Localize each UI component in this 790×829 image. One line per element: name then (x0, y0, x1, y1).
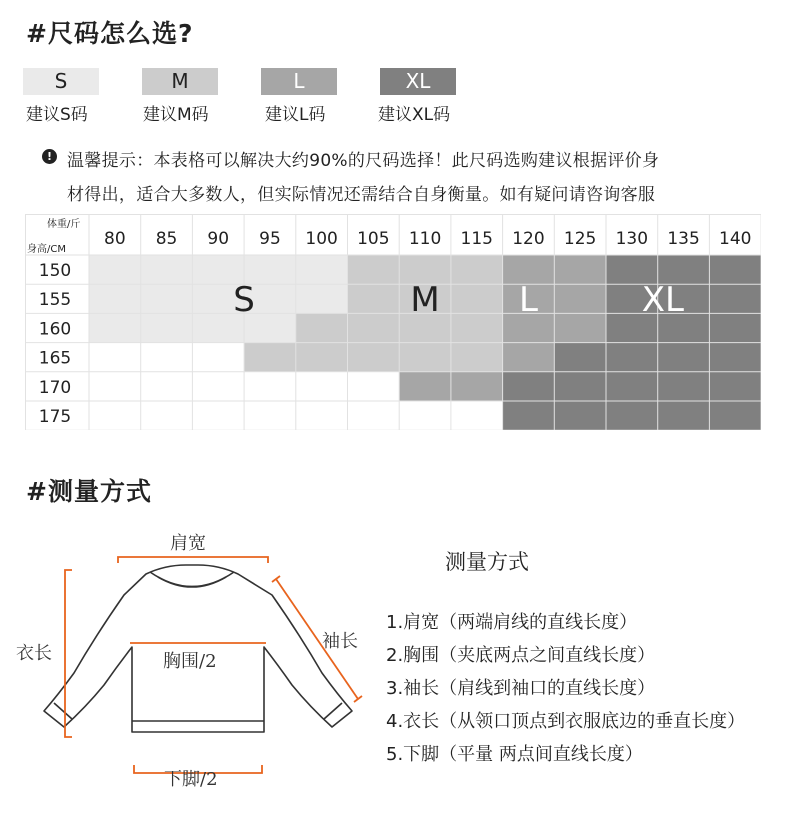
table-cell (554, 372, 606, 402)
shoulder-label: 肩宽 (170, 533, 206, 554)
table-cell (141, 401, 193, 430)
table-cell (296, 284, 348, 314)
table-cell (709, 313, 761, 343)
table-cell (503, 401, 555, 430)
swatch-label: M (171, 69, 189, 93)
table-cell (399, 343, 451, 373)
table-cell (399, 401, 451, 430)
table-cell (89, 372, 141, 402)
weight-header: 120 (512, 229, 545, 249)
size-region-label: M (410, 279, 440, 320)
table-cell (554, 284, 606, 314)
sweater-measurement-diagram (10, 525, 380, 795)
table-cell (141, 284, 193, 314)
table-cell (89, 255, 141, 285)
table-cell (399, 372, 451, 402)
weight-header: 90 (207, 229, 230, 249)
table-cell (296, 255, 348, 285)
table-cell (554, 255, 606, 285)
table-cell (296, 401, 348, 430)
table-cell (451, 401, 503, 430)
table-cell (296, 313, 348, 343)
swatch-caption: 建议L码 (265, 105, 326, 125)
table-cell (658, 343, 710, 373)
weight-header: 100 (305, 229, 338, 249)
table-cell (89, 284, 141, 314)
measure-section-title: #测量方式 (26, 477, 152, 506)
table-cell (348, 284, 400, 314)
weight-header: 130 (615, 229, 649, 249)
table-cell (451, 255, 503, 285)
table-cell (451, 313, 503, 343)
hem-label: 下脚/2 (164, 769, 218, 790)
table-cell (709, 343, 761, 373)
table-cell (709, 284, 761, 314)
table-cell (503, 343, 555, 373)
table-cell (554, 343, 606, 373)
sweater-icon (44, 565, 352, 732)
method-title: 测量方式 (445, 550, 529, 574)
table-cell (451, 284, 503, 314)
table-cell (348, 313, 400, 343)
table-cell (658, 372, 710, 402)
size-region-label: XL (641, 279, 684, 320)
height-label: 175 (38, 407, 72, 427)
swatch-label: S (54, 69, 68, 93)
weight-header: 95 (259, 229, 281, 249)
height-label: 160 (38, 319, 72, 340)
swatch-caption: 建议M码 (143, 105, 209, 125)
table-cell (451, 343, 503, 373)
weight-header: 80 (104, 229, 126, 249)
table-cell (89, 343, 141, 373)
size-chart-table (25, 214, 761, 430)
method-steps (386, 606, 745, 771)
height-label: 155 (38, 290, 72, 311)
table-cell (348, 372, 400, 402)
table-cell (141, 372, 193, 402)
length-label: 衣长 (16, 643, 52, 664)
height-label: 170 (38, 377, 72, 398)
table-cell (554, 401, 606, 430)
table-cell (709, 372, 761, 402)
swatch-label: XL (405, 69, 431, 93)
size-region-label: L (518, 279, 538, 320)
table-cell (141, 313, 193, 343)
weight-header: 105 (357, 229, 390, 249)
table-cell (503, 372, 555, 402)
table-cell (348, 255, 400, 285)
size-region-label: S (233, 279, 255, 320)
corner-height-label: 身高/CM (27, 244, 66, 255)
table-cell (192, 343, 244, 373)
exclamation-icon: ! (42, 149, 57, 164)
weight-header: 125 (563, 229, 597, 249)
tip-text-line1: 温馨提示：本表格可以解决大约90%的尺码选择！此尺码选购建议根据评价身 (67, 151, 660, 171)
swatch-s (23, 68, 99, 95)
table-cell (244, 401, 296, 430)
table-cell (348, 401, 400, 430)
swatch-caption: 建议S码 (26, 105, 88, 125)
table-cell (89, 313, 141, 343)
height-label: 150 (38, 261, 72, 281)
table-cell (348, 343, 400, 373)
weight-header: 140 (719, 229, 752, 249)
swatch-label: L (293, 69, 305, 93)
table-cell (192, 401, 244, 430)
swatch-caption: 建议XL码 (378, 105, 451, 125)
weight-header: 110 (408, 229, 442, 249)
sleeve-label: 袖长 (322, 631, 358, 652)
swatch-l (261, 68, 337, 95)
table-cell (658, 401, 710, 430)
swatch-xl (380, 68, 456, 95)
table-cell (244, 343, 296, 373)
method-step: 4.衣长（从领口顶点到衣服底边的垂直长度） (386, 711, 746, 732)
table-cell (709, 255, 761, 285)
size-guide-title: #尺码怎么选? (26, 19, 194, 48)
table-cell (554, 313, 606, 343)
method-step: 2.胸围（夹底两点之间直线长度） (386, 645, 656, 666)
table-cell (192, 372, 244, 402)
swatch-m (142, 68, 218, 95)
table-cell (451, 372, 503, 402)
table-cell (141, 255, 193, 285)
tip-text-line2: 材得出，适合大多数人，但实际情况还需结合自身衡量。如有疑问请咨询客服 (67, 185, 656, 205)
table-cell (606, 372, 658, 402)
table-cell (709, 401, 761, 430)
table-cell (89, 401, 141, 430)
table-cell (606, 401, 658, 430)
weight-header: 85 (155, 229, 178, 249)
height-label: 165 (38, 348, 72, 369)
table-cell (141, 343, 193, 373)
method-step: 1.肩宽（两端肩线的直线长度） (386, 612, 638, 633)
weight-header: 115 (460, 229, 493, 249)
weight-header: 135 (667, 229, 700, 249)
chest-label: 胸围/2 (163, 651, 217, 672)
corner-weight-label: 体重/斤 (47, 219, 81, 230)
table-cell (606, 343, 658, 373)
table-cell (296, 343, 348, 373)
method-step: 3.袖长（肩线到袖口的直线长度） (386, 678, 656, 699)
method-step: 5.下脚（平量 两点间直线长度） (386, 744, 643, 765)
table-cell (244, 372, 296, 402)
table-cell (296, 372, 348, 402)
